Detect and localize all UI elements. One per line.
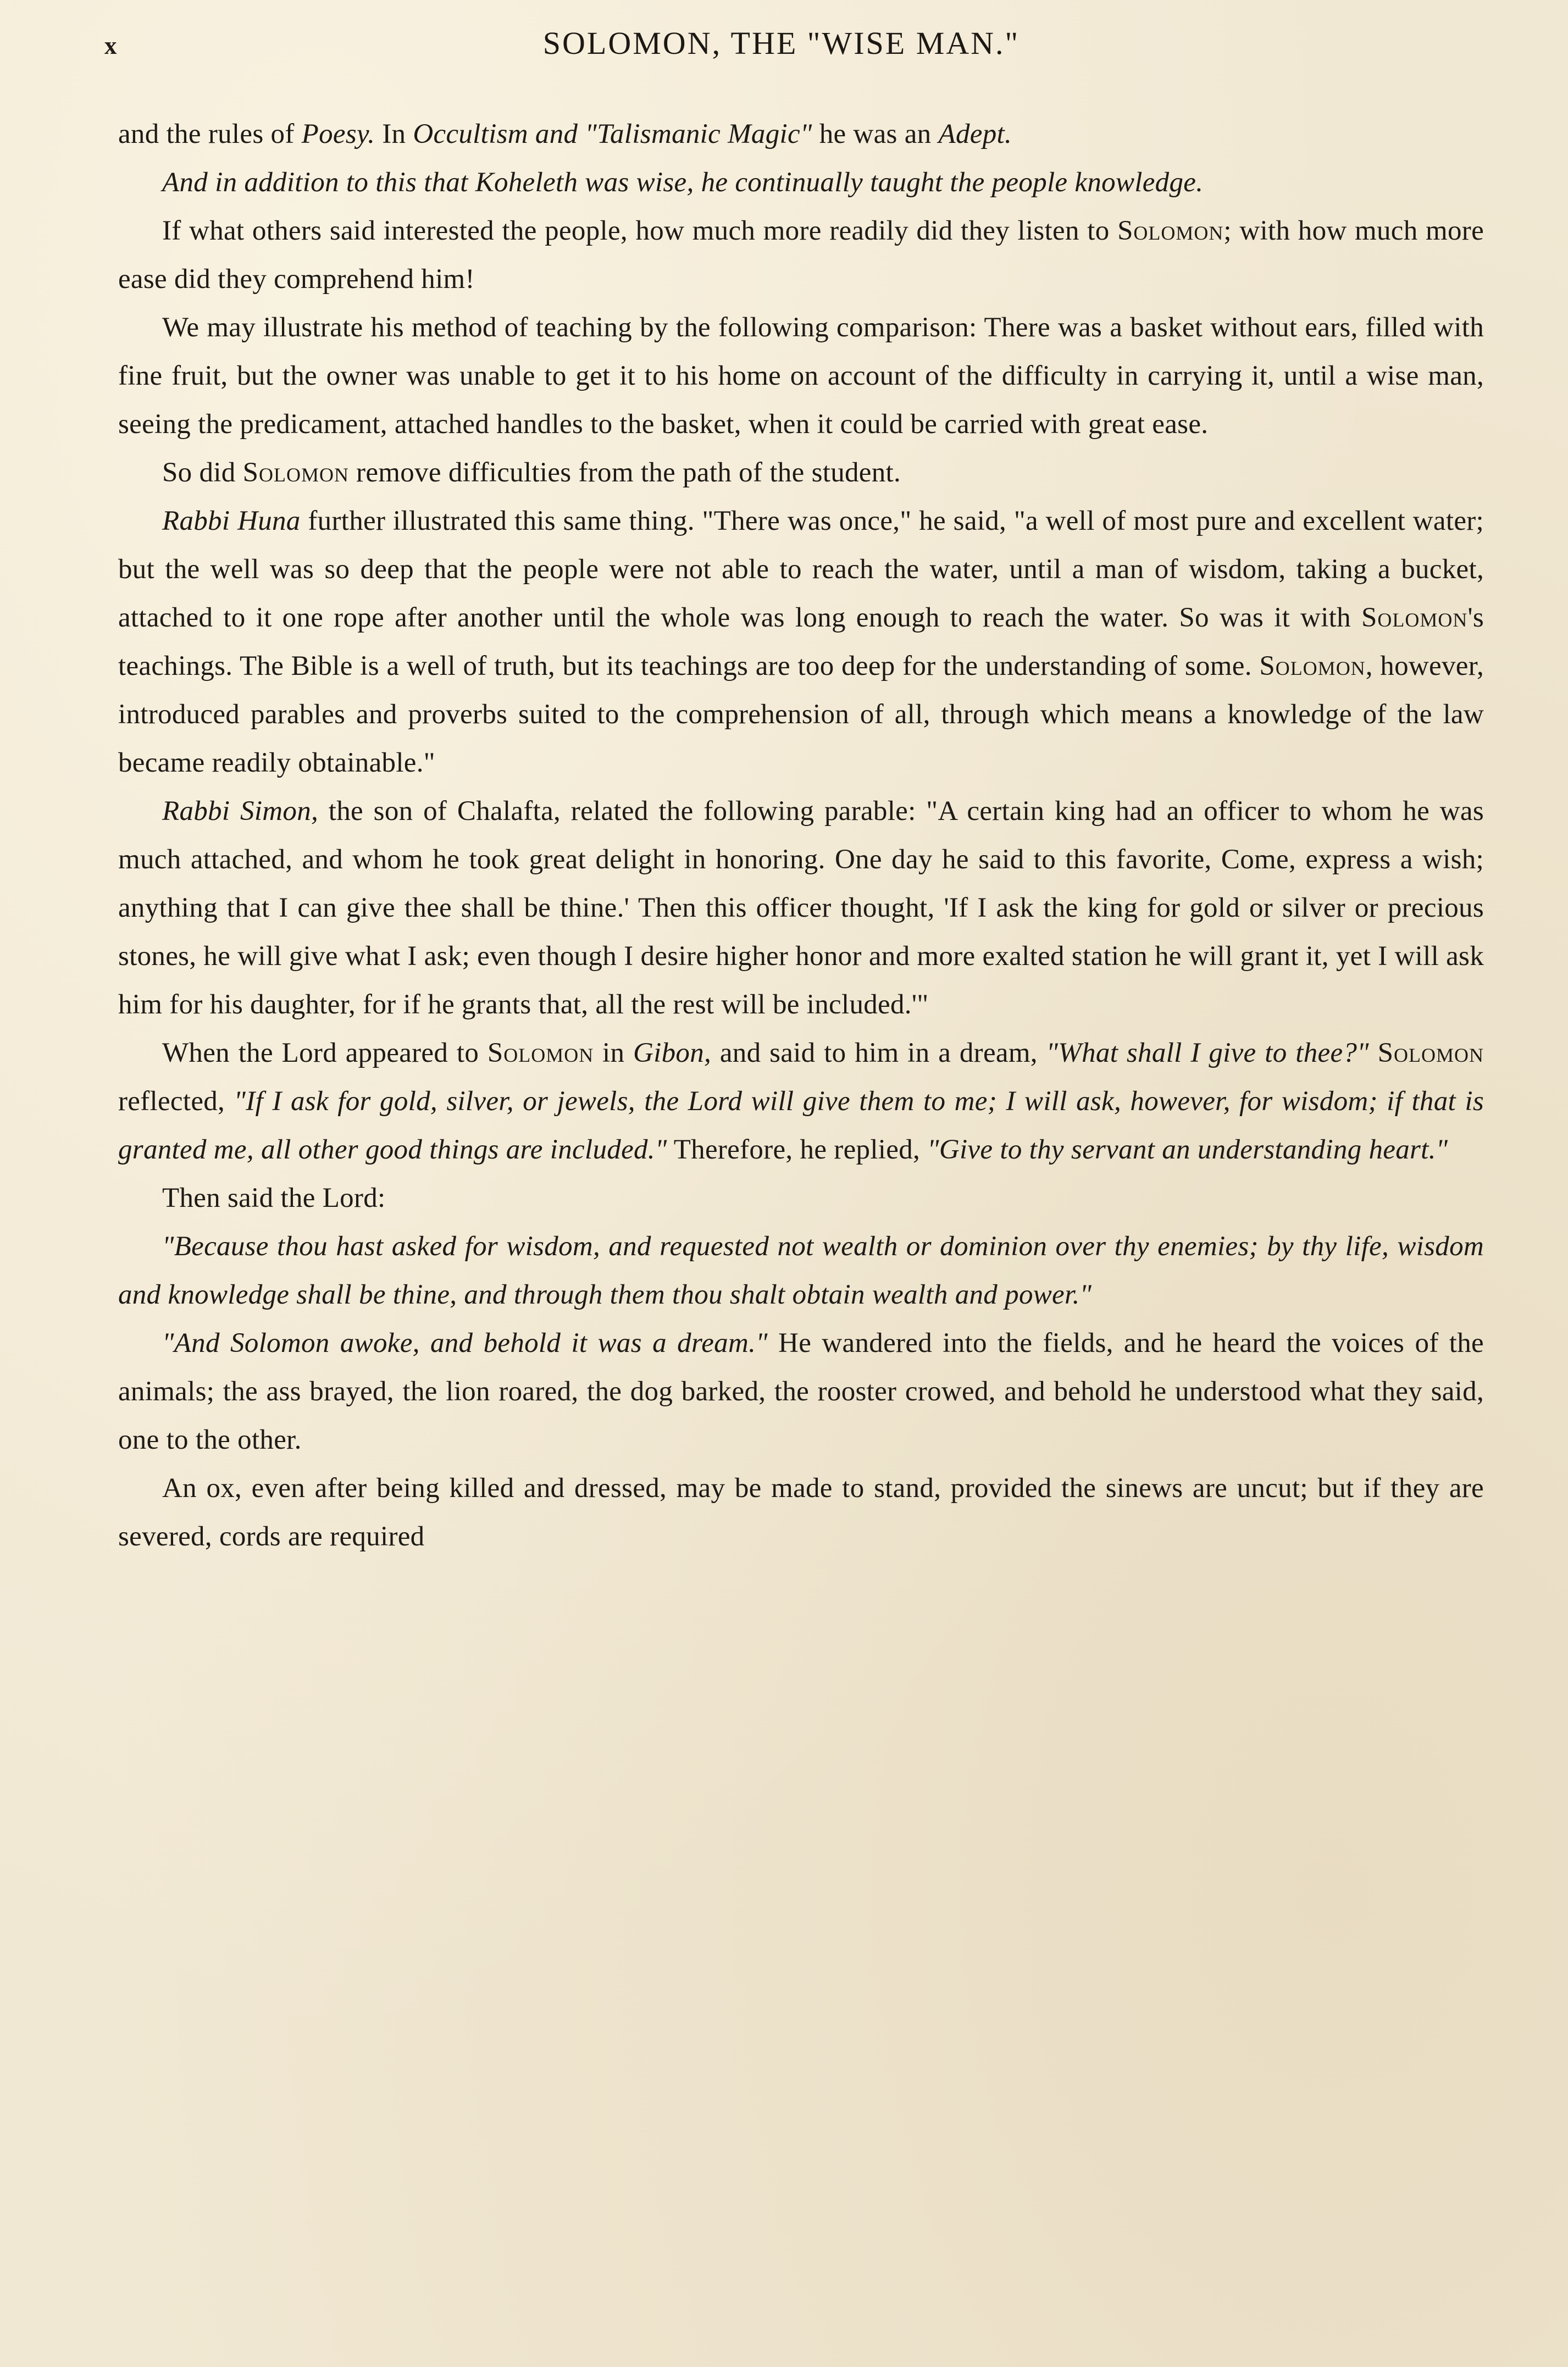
paragraph-4: We may illustrate his method of teaching by the following comparison: There was a basket without ears, filled with fine fruit, but the owner was unable to get it to his home on account of the difficulty in carrying it, until a wise man, seeing the predicament, attached handles to the basket, when it could be carried with great ease. bbox=[118, 312, 1484, 440]
paragraph-3: If what others said interested the people, how much more readily did they listen to Solomon; with how much more ease did they comprehend him! bbox=[118, 215, 1484, 295]
body-text-column bbox=[118, 110, 1484, 1561]
paragraph-2: And in addition to this that Koheleth was wise, he continually taught the people knowledge. bbox=[162, 167, 1204, 198]
paragraph-7: Rabbi Simon, the son of Chalafta, related the following parable: "A certain king had an officer to whom he was much attached, and whom he took great delight in honoring. One day he said to this favorite, Come, express a wish; anything that I can give thee shall be thine.' Then this officer thought, 'If I ask the king for gold or silver or precious stones, he will give what I ask; even though I desire higher honor and more exalted station he will grant it, yet I will ask him for his daughter, for if he grants that, all the rest will be included.'" bbox=[118, 796, 1484, 1020]
paragraph-8: When the Lord appeared to Solomon in Gibon, and said to him in a dream, "What shall I give to thee?" Solomon reflected, "If I ask for gold, silver, or jewels, the Lord will give them to me; I will ask, however, for wisdom; if that is granted me, all other good things are included." Therefore, he replied, "Give to thy servant an understanding heart." bbox=[118, 1038, 1484, 1165]
paragraph-12: An ox, even after being killed and dressed, may be made to stand, provided the sinews are uncut; but if they are severed, cords are required bbox=[118, 1473, 1484, 1552]
page-header bbox=[104, 25, 1480, 77]
paragraph-9: Then said the Lord: bbox=[162, 1183, 386, 1213]
paragraph-1: and the rules of Poesy. In Occultism and "Talismanic Magic" he was an Adept. bbox=[118, 119, 1012, 149]
paragraph-10: "Because thou hast asked for wisdom, and requested not wealth or dominion over thy enemies; by thy life, wisdom and knowledge shall be thine, and through them thou shalt obtain wealth and power." bbox=[118, 1231, 1484, 1310]
paragraph-11: "And Solomon awoke, and behold it was a dream." He wandered into the fields, and he heard the voices of the animals; the ass brayed, the lion roared, the dog barked, the rooster crowed, and behold he understood what they said, one to the other. bbox=[118, 1328, 1484, 1455]
running-head: SOLOMON, THE "WISE MAN." bbox=[542, 25, 1020, 61]
paragraph-5: So did Solomon remove difficulties from the path of the student. bbox=[162, 457, 901, 488]
paragraph-6: Rabbi Huna further illustrated this same thing. "There was once," he said, "a well of most pure and excellent water; but the well was so deep that the people were not able to reach the water, until a man of wisdom, taking a bucket, attached to it one rope after another until the whole was long enough to reach the water. So was it with Solomon's teachings. The Bible is a well of truth, but its teachings are too deep for the understanding of some. Solomon, however, introduced parables and proverbs suited to the comprehension of all, through which means a knowledge of the law became readily obtainable." bbox=[118, 506, 1484, 778]
page-number: x bbox=[104, 32, 118, 59]
